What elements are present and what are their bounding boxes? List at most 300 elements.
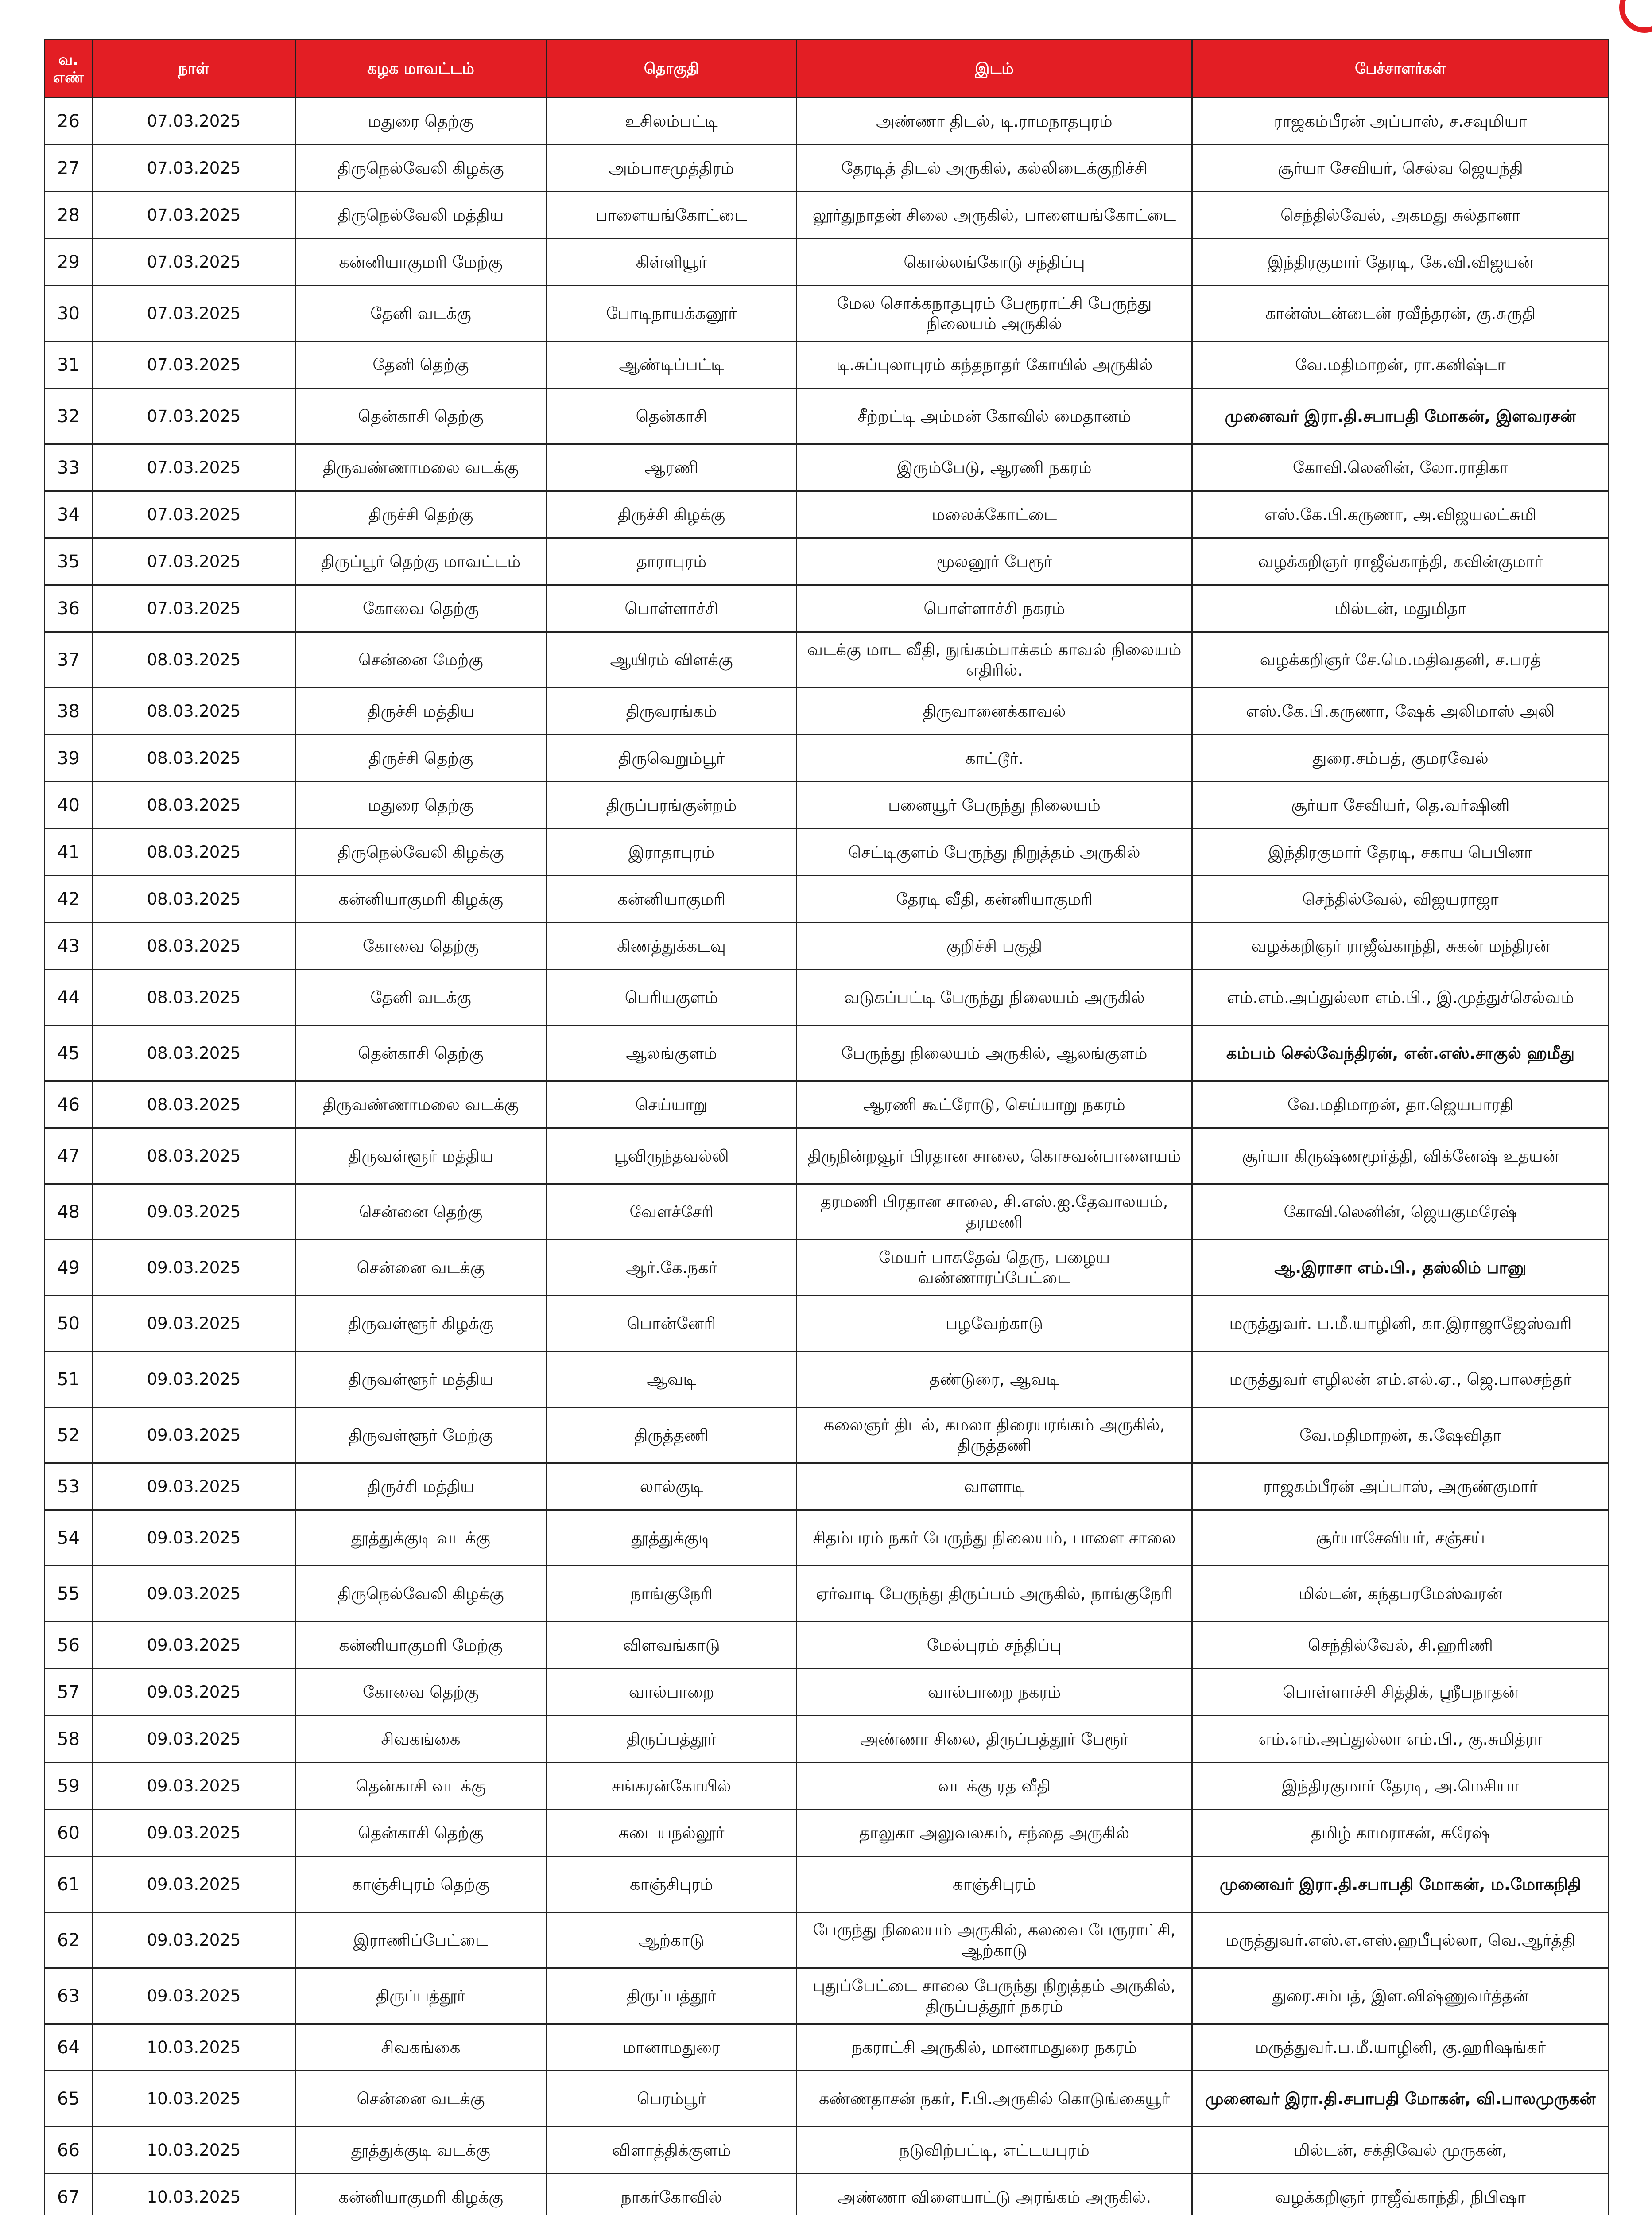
speakers-cell: வழக்கறிஞர் ராஜீவ்காந்தி, நிபிஷா: [1192, 2174, 1609, 2215]
speakers-cell: ராஜகம்பீரன் அப்பாஸ், அருண்குமார்: [1192, 1463, 1609, 1510]
date-cell: 10.03.2025: [93, 2071, 295, 2127]
date-cell: 07.03.2025: [93, 192, 295, 239]
table-row: [45, 1081, 1609, 1128]
constituency-cell: பொன்னேரி: [547, 1296, 797, 1352]
table-row: [45, 1407, 1609, 1463]
serial-cell: 50: [45, 1296, 93, 1352]
place-cell: குறிச்சி பகுதி: [797, 923, 1192, 970]
district-cell: கன்னியாகுமரி மேற்கு: [295, 239, 547, 286]
constituency-cell: ஆயிரம் விளக்கு: [547, 632, 797, 688]
table-row: [45, 829, 1609, 876]
table-row: [45, 1296, 1609, 1352]
date-cell: 10.03.2025: [93, 2024, 295, 2071]
table-row: [45, 1026, 1609, 1081]
constituency-cell: தாராபுரம்: [547, 538, 797, 585]
district-cell: சிவகங்கை: [295, 1716, 547, 1763]
serial-cell: 32: [45, 389, 93, 444]
district-cell: தூத்துக்குடி வடக்கு: [295, 2127, 547, 2174]
speakers-cell: மருத்துவர்.ப.மீ.யாழினி, கு.ஹரிஷங்கர்: [1192, 2024, 1609, 2071]
constituency-cell: ஆலங்குளம்: [547, 1026, 797, 1081]
serial-cell: 26: [45, 98, 93, 145]
speakers-cell: கம்பம் செல்வேந்திரன், என்.எஸ்.சாகுல் ஹமீது: [1192, 1026, 1609, 1081]
constituency-cell: ஆவடி: [547, 1352, 797, 1407]
place-cell: பொள்ளாச்சி நகரம்: [797, 585, 1192, 632]
district-cell: திருப்பூர் தெற்கு மாவட்டம்: [295, 538, 547, 585]
table-row: [45, 1622, 1609, 1669]
place-cell: வடுகப்பட்டி பேருந்து நிலையம் அருகில்: [797, 970, 1192, 1026]
table-row: [45, 1240, 1609, 1296]
table-row: [45, 192, 1609, 239]
district-cell: தேனி வடக்கு: [295, 970, 547, 1026]
place-cell: காஞ்சிபுரம்: [797, 1857, 1192, 1912]
serial-cell: 56: [45, 1622, 93, 1669]
date-cell: 08.03.2025: [93, 829, 295, 876]
speakers-cell: ராஜகம்பீரன் அப்பாஸ், ச.சவுமியா: [1192, 98, 1609, 145]
speakers-cell: சூர்யா சேவியர், செல்வ ஜெயந்தி: [1192, 145, 1609, 192]
table-row: [45, 735, 1609, 782]
serial-cell: 66: [45, 2127, 93, 2174]
district-cell: திருச்சி தெற்கு: [295, 491, 547, 538]
place-cell: பனையூர் பேருந்து நிலையம்: [797, 782, 1192, 829]
district-cell: திருச்சி தெற்கு: [295, 735, 547, 782]
place-cell: நடுவிற்பட்டி, எட்டயபுரம்: [797, 2127, 1192, 2174]
speakers-cell: மருத்துவர். ப.மீ.யாழினி, கா.இராஜாஜேஸ்வரி: [1192, 1296, 1609, 1352]
table-row: [45, 688, 1609, 735]
district-cell: மதுரை தெற்கு: [295, 782, 547, 829]
table-row: [45, 1463, 1609, 1510]
serial-cell: 31: [45, 342, 93, 389]
district-cell: தென்காசி தெற்கு: [295, 1026, 547, 1081]
district-cell: இராணிப்பேட்டை: [295, 1912, 547, 1968]
district-cell: தென்காசி வடக்கு: [295, 1763, 547, 1810]
place-cell: காட்டூர்.: [797, 735, 1192, 782]
date-cell: 09.03.2025: [93, 1463, 295, 1510]
constituency-cell: திருவரங்கம்: [547, 688, 797, 735]
header-constituency: தொகுதி: [547, 40, 797, 98]
serial-cell: 30: [45, 286, 93, 342]
table-row: [45, 1968, 1609, 2024]
constituency-cell: உசிலம்பட்டி: [547, 98, 797, 145]
constituency-cell: திருப்பரங்குன்றம்: [547, 782, 797, 829]
place-cell: தரமணி பிரதான சாலை, சி.எஸ்.ஐ.தேவாலயம், தரமணி: [797, 1184, 1192, 1240]
constituency-cell: காஞ்சிபுரம்: [547, 1857, 797, 1912]
constituency-cell: கடையநல்லூர்: [547, 1810, 797, 1857]
district-cell: திருவள்ளூர் மத்திய: [295, 1128, 547, 1184]
speakers-cell: இந்திரகுமார் தேரடி, கே.வி.விஜயன்: [1192, 239, 1609, 286]
serial-cell: 47: [45, 1128, 93, 1184]
district-cell: தூத்துக்குடி வடக்கு: [295, 1510, 547, 1566]
speakers-cell: முனைவர் இரா.தி.சபாபதி மோகன், வி.பாலமுருகன்: [1192, 2071, 1609, 2127]
date-cell: 08.03.2025: [93, 688, 295, 735]
speakers-cell: பொள்ளாச்சி சித்திக், ஸ்ரீபநாதன்: [1192, 1669, 1609, 1716]
serial-cell: 43: [45, 923, 93, 970]
speakers-cell: மருத்துவர்.எஸ்.எ.எஸ்.ஹபீபுல்லா, வெ.ஆர்த்தி: [1192, 1912, 1609, 1968]
table-row: [45, 1716, 1609, 1763]
district-cell: திருச்சி மத்திய: [295, 1463, 547, 1510]
speakers-cell: மருத்துவர் எழிலன் எம்.எல்.ஏ., ஜெ.பாலசந்தர்: [1192, 1352, 1609, 1407]
place-cell: அண்ணா விளையாட்டு அரங்கம் அருகில்.: [797, 2174, 1192, 2215]
date-cell: 08.03.2025: [93, 782, 295, 829]
district-cell: திருவள்ளூர் மேற்கு: [295, 1407, 547, 1463]
date-cell: 08.03.2025: [93, 923, 295, 970]
table-row: [45, 1669, 1609, 1716]
constituency-cell: ஆரணி: [547, 444, 797, 491]
constituency-cell: தென்காசி: [547, 389, 797, 444]
constituency-cell: ஆண்டிப்பட்டி: [547, 342, 797, 389]
table-row: [45, 491, 1609, 538]
district-cell: திருவண்ணாமலை வடக்கு: [295, 1081, 547, 1128]
table-row: [45, 239, 1609, 286]
date-cell: 07.03.2025: [93, 342, 295, 389]
constituency-cell: விளாத்திக்குளம்: [547, 2127, 797, 2174]
constituency-cell: பெரம்பூர்: [547, 2071, 797, 2127]
serial-cell: 35: [45, 538, 93, 585]
place-cell: இரும்பேடு, ஆரணி நகரம்: [797, 444, 1192, 491]
place-cell: மேல சொக்கநாதபுரம் பேரூராட்சி பேருந்து நிலையம் அருகில்: [797, 286, 1192, 342]
place-cell: ஏர்வாடி பேருந்து திருப்பம் அருகில், நாங்குநேரி: [797, 1566, 1192, 1622]
date-cell: 08.03.2025: [93, 735, 295, 782]
place-cell: வால்பாறை நகரம்: [797, 1669, 1192, 1716]
speakers-cell: மில்டன், கந்தபரமேஸ்வரன்: [1192, 1566, 1609, 1622]
district-cell: திருநெல்வேலி மத்திய: [295, 192, 547, 239]
place-cell: மேயர் பாசுதேவ் தெரு, பழைய வண்ணாரப்பேட்டை: [797, 1240, 1192, 1296]
schedule-table: [44, 39, 1609, 2215]
speakers-cell: முனைவர் இரா.தி.சபாபதி மோகன், இளவரசன்: [1192, 389, 1609, 444]
constituency-cell: திருத்தணி: [547, 1407, 797, 1463]
table-row: [45, 876, 1609, 923]
speakers-cell: சூர்யாசேவியர், சஞ்சய்: [1192, 1510, 1609, 1566]
table-row: [45, 444, 1609, 491]
speakers-cell: கோவி.லெனின், ஜெயகுமரேஷ்: [1192, 1184, 1609, 1240]
place-cell: தேரடித் திடல் அருகில், கல்லிடைக்குறிச்சி: [797, 145, 1192, 192]
table-header: [45, 40, 1609, 98]
place-cell: மேல்புரம் சந்திப்பு: [797, 1622, 1192, 1669]
serial-cell: 34: [45, 491, 93, 538]
district-cell: மதுரை தெற்கு: [295, 98, 547, 145]
serial-cell: 29: [45, 239, 93, 286]
place-cell: வாளாடி: [797, 1463, 1192, 1510]
table-body: [45, 98, 1609, 2215]
speakers-cell: துரை.சம்பத், இள.விஷ்ணுவர்த்தன்: [1192, 1968, 1609, 2024]
constituency-cell: அம்பாசமுத்திரம்: [547, 145, 797, 192]
header-date: நாள்: [93, 40, 295, 98]
constituency-cell: திருப்பத்தூர்: [547, 1968, 797, 2024]
district-cell: தென்காசி தெற்கு: [295, 1810, 547, 1857]
serial-cell: 40: [45, 782, 93, 829]
serial-cell: 54: [45, 1510, 93, 1566]
date-cell: 08.03.2025: [93, 632, 295, 688]
date-cell: 08.03.2025: [93, 1128, 295, 1184]
date-cell: 08.03.2025: [93, 876, 295, 923]
district-cell: சென்னை வடக்கு: [295, 1240, 547, 1296]
table-row: [45, 1810, 1609, 1857]
district-cell: கன்னியாகுமரி மேற்கு: [295, 1622, 547, 1669]
table-row: [45, 538, 1609, 585]
speakers-cell: செந்தில்வேல், சி.ஹரிணி: [1192, 1622, 1609, 1669]
serial-cell: 44: [45, 970, 93, 1026]
place-cell: சிதம்பரம் நகர் பேருந்து நிலையம், பாளை சாலை: [797, 1510, 1192, 1566]
speakers-cell: துரை.சம்பத், குமரவேல்: [1192, 735, 1609, 782]
place-cell: தேரடி வீதி, கன்னியாகுமரி: [797, 876, 1192, 923]
serial-cell: 41: [45, 829, 93, 876]
district-cell: கோவை தெற்கு: [295, 923, 547, 970]
date-cell: 09.03.2025: [93, 1912, 295, 1968]
serial-cell: 46: [45, 1081, 93, 1128]
constituency-cell: திருப்பத்தூர்: [547, 1716, 797, 1763]
district-cell: திருநெல்வேலி கிழக்கு: [295, 145, 547, 192]
date-cell: 09.03.2025: [93, 1810, 295, 1857]
table-row: [45, 145, 1609, 192]
place-cell: சீற்றட்டி அம்மன் கோவில் மைதானம்: [797, 389, 1192, 444]
date-cell: 09.03.2025: [93, 1669, 295, 1716]
serial-cell: 63: [45, 1968, 93, 2024]
constituency-cell: பூவிருந்தவல்லி: [547, 1128, 797, 1184]
district-cell: திருப்பத்தூர்: [295, 1968, 547, 2024]
table-row: [45, 923, 1609, 970]
table-row: [45, 342, 1609, 389]
date-cell: 07.03.2025: [93, 444, 295, 491]
place-cell: கண்ணதாசன் நகர், F.பி.அருகில் கொடுங்கையூர்: [797, 2071, 1192, 2127]
serial-cell: 38: [45, 688, 93, 735]
serial-cell: 55: [45, 1566, 93, 1622]
district-cell: திருவள்ளூர் மத்திய: [295, 1352, 547, 1407]
speakers-cell: சூர்யா சேவியர், தெ.வர்ஷினி: [1192, 782, 1609, 829]
date-cell: 07.03.2025: [93, 98, 295, 145]
date-cell: 09.03.2025: [93, 1184, 295, 1240]
table-row: [45, 286, 1609, 342]
constituency-cell: வேளச்சேரி: [547, 1184, 797, 1240]
date-cell: 09.03.2025: [93, 1352, 295, 1407]
speakers-cell: தமிழ் காமராசன், சுரேஷ்: [1192, 1810, 1609, 1857]
district-cell: காஞ்சிபுரம் தெற்கு: [295, 1857, 547, 1912]
table-row: [45, 632, 1609, 688]
constituency-cell: லால்குடி: [547, 1463, 797, 1510]
constituency-cell: பாளையங்கோட்டை: [547, 192, 797, 239]
place-cell: ஆரணி கூட்ரோடு, செய்யாறு நகரம்: [797, 1081, 1192, 1128]
header-speakers: பேச்சாளர்கள்: [1192, 40, 1609, 98]
date-cell: 10.03.2025: [93, 2174, 295, 2215]
table-row: [45, 970, 1609, 1026]
district-cell: திருநெல்வேலி கிழக்கு: [295, 829, 547, 876]
constituency-cell: சங்கரன்கோயில்: [547, 1763, 797, 1810]
date-cell: 07.03.2025: [93, 239, 295, 286]
date-cell: 09.03.2025: [93, 1407, 295, 1463]
header-place: இடம்: [797, 40, 1192, 98]
constituency-cell: போடிநாயக்கனூர்: [547, 286, 797, 342]
place-cell: வடக்கு மாட வீதி, நுங்கம்பாக்கம் காவல் நிலையம் எதிரில்.: [797, 632, 1192, 688]
serial-cell: 64: [45, 2024, 93, 2071]
constituency-cell: நாகர்கோவில்: [547, 2174, 797, 2215]
district-cell: திருச்சி மத்திய: [295, 688, 547, 735]
date-cell: 07.03.2025: [93, 538, 295, 585]
place-cell: கலைஞர் திடல், கமலா திரையரங்கம் அருகில், திருத்தணி: [797, 1407, 1192, 1463]
place-cell: செட்டிகுளம் பேருந்து நிறுத்தம் அருகில்: [797, 829, 1192, 876]
place-cell: தண்டுரை, ஆவடி: [797, 1352, 1192, 1407]
date-cell: 09.03.2025: [93, 1622, 295, 1669]
place-cell: திருநின்றவூர் பிரதான சாலை, கொசவன்பாளையம்: [797, 1128, 1192, 1184]
constituency-cell: பொள்ளாச்சி: [547, 585, 797, 632]
speakers-cell: செந்தில்வேல், அகமது சுல்தானா: [1192, 192, 1609, 239]
place-cell: பேருந்து நிலையம் அருகில், ஆலங்குளம்: [797, 1026, 1192, 1081]
place-cell: மூலனூர் பேரூர்: [797, 538, 1192, 585]
constituency-cell: மானாமதுரை: [547, 2024, 797, 2071]
table-row: [45, 1352, 1609, 1407]
district-cell: கன்னியாகுமரி கிழக்கு: [295, 876, 547, 923]
speakers-cell: வே.மதிமாறன், தா.ஜெயபாரதி: [1192, 1081, 1609, 1128]
table-row: [45, 1763, 1609, 1810]
date-cell: 10.03.2025: [93, 2127, 295, 2174]
table-row: [45, 2071, 1609, 2127]
date-cell: 09.03.2025: [93, 1716, 295, 1763]
speakers-cell: கோவி.லெனின், லோ.ராதிகா: [1192, 444, 1609, 491]
date-cell: 07.03.2025: [93, 286, 295, 342]
serial-cell: 53: [45, 1463, 93, 1510]
serial-cell: 61: [45, 1857, 93, 1912]
table-row: [45, 1510, 1609, 1566]
constituency-cell: கன்னியாகுமரி: [547, 876, 797, 923]
date-cell: 07.03.2025: [93, 585, 295, 632]
speakers-cell: இந்திரகுமார் தேரடி, சகாய பெபினா: [1192, 829, 1609, 876]
speakers-cell: எம்.எம்.அப்துல்லா எம்.பி., இ.முத்துச்செல்வம்: [1192, 970, 1609, 1026]
place-cell: பேருந்து நிலையம் அருகில், கலவை பேரூராட்சி, ஆற்காடு: [797, 1912, 1192, 1968]
date-cell: 09.03.2025: [93, 1240, 295, 1296]
table-row: [45, 585, 1609, 632]
constituency-cell: நாங்குநேரி: [547, 1566, 797, 1622]
header-district: கழக மாவட்டம்: [295, 40, 547, 98]
serial-cell: 49: [45, 1240, 93, 1296]
speakers-cell: வே.மதிமாறன், க.ஷேவிதா: [1192, 1407, 1609, 1463]
constituency-cell: திருவெறும்பூர்: [547, 735, 797, 782]
date-cell: 07.03.2025: [93, 389, 295, 444]
speakers-cell: கான்ஸ்டன்டைன் ரவீந்தரன், கு.சுருதி: [1192, 286, 1609, 342]
place-cell: வடக்கு ரத வீதி: [797, 1763, 1192, 1810]
place-cell: லூர்துநாதன் சிலை அருகில், பாளையங்கோட்டை: [797, 192, 1192, 239]
constituency-cell: விளவங்காடு: [547, 1622, 797, 1669]
serial-cell: 58: [45, 1716, 93, 1763]
speakers-cell: மில்டன், மதுமிதா: [1192, 585, 1609, 632]
district-cell: கன்னியாகுமரி கிழக்கு: [295, 2174, 547, 2215]
speakers-cell: முனைவர் இரா.தி.சபாபதி மோகன், ம.மோகநிதி: [1192, 1857, 1609, 1912]
date-cell: 09.03.2025: [93, 1296, 295, 1352]
table-row: [45, 98, 1609, 145]
constituency-cell: இராதாபுரம்: [547, 829, 797, 876]
district-cell: கோவை தெற்கு: [295, 1669, 547, 1716]
serial-cell: 52: [45, 1407, 93, 1463]
serial-cell: 48: [45, 1184, 93, 1240]
constituency-cell: தூத்துக்குடி: [547, 1510, 797, 1566]
district-cell: சென்னை தெற்கு: [295, 1184, 547, 1240]
speakers-cell: வே.மதிமாறன், ரா.கனிஷ்டா: [1192, 342, 1609, 389]
date-cell: 08.03.2025: [93, 1081, 295, 1128]
date-cell: 07.03.2025: [93, 145, 295, 192]
table-row: [45, 782, 1609, 829]
serial-cell: 67: [45, 2174, 93, 2215]
constituency-cell: கிணத்துக்கடவு: [547, 923, 797, 970]
place-cell: அண்ணா திடல், டி.ராமநாதபுரம்: [797, 98, 1192, 145]
table-row: [45, 1912, 1609, 1968]
district-cell: சிவகங்கை: [295, 2024, 547, 2071]
speakers-cell: ஆ.இராசா எம்.பி., தஸ்லிம் பானு: [1192, 1240, 1609, 1296]
district-cell: கோவை தெற்கு: [295, 585, 547, 632]
speakers-cell: எம்.எம்.அப்துல்லா எம்.பி., கு.சுமித்ரா: [1192, 1716, 1609, 1763]
corner-decoration: [1619, 0, 1652, 33]
date-cell: 09.03.2025: [93, 1857, 295, 1912]
date-cell: 09.03.2025: [93, 1968, 295, 2024]
speakers-cell: செந்தில்வேல், விஜயராஜா: [1192, 876, 1609, 923]
speakers-cell: எஸ்.கே.பி.கருணா, அ.விஜயலட்சுமி: [1192, 491, 1609, 538]
place-cell: மலைக்கோட்டை: [797, 491, 1192, 538]
constituency-cell: கிள்ளியூர்: [547, 239, 797, 286]
place-cell: அண்ணா சிலை, திருப்பத்தூர் பேரூர்: [797, 1716, 1192, 1763]
date-cell: 09.03.2025: [93, 1510, 295, 1566]
serial-cell: 36: [45, 585, 93, 632]
place-cell: பழவேற்காடு: [797, 1296, 1192, 1352]
serial-cell: 65: [45, 2071, 93, 2127]
district-cell: திருவள்ளூர் கிழக்கு: [295, 1296, 547, 1352]
table-row: [45, 1128, 1609, 1184]
table-row: [45, 389, 1609, 444]
speakers-cell: வழக்கறிஞர் ராஜீவ்காந்தி, கவின்குமார்: [1192, 538, 1609, 585]
serial-cell: 28: [45, 192, 93, 239]
district-cell: திருவண்ணாமலை வடக்கு: [295, 444, 547, 491]
date-cell: 09.03.2025: [93, 1566, 295, 1622]
district-cell: தேனி வடக்கு: [295, 286, 547, 342]
date-cell: 08.03.2025: [93, 970, 295, 1026]
table-row: [45, 2174, 1609, 2215]
district-cell: சென்னை வடக்கு: [295, 2071, 547, 2127]
table-row: [45, 2024, 1609, 2071]
place-cell: கொல்லங்கோடு சந்திப்பு: [797, 239, 1192, 286]
header-serial: வ. எண்: [45, 40, 93, 98]
constituency-cell: வால்பாறை: [547, 1669, 797, 1716]
table-row: [45, 1184, 1609, 1240]
district-cell: தேனி தெற்கு: [295, 342, 547, 389]
speakers-cell: வழக்கறிஞர் சே.மெ.மதிவதனி, ச.பரத்: [1192, 632, 1609, 688]
serial-cell: 39: [45, 735, 93, 782]
serial-cell: 42: [45, 876, 93, 923]
serial-cell: 27: [45, 145, 93, 192]
date-cell: 07.03.2025: [93, 491, 295, 538]
serial-cell: 45: [45, 1026, 93, 1081]
place-cell: நகராட்சி அருகில், மானாமதுரை நகரம்: [797, 2024, 1192, 2071]
constituency-cell: ஆற்காடு: [547, 1912, 797, 1968]
serial-cell: 60: [45, 1810, 93, 1857]
serial-cell: 59: [45, 1763, 93, 1810]
serial-cell: 33: [45, 444, 93, 491]
district-cell: திருநெல்வேலி கிழக்கு: [295, 1566, 547, 1622]
serial-cell: 57: [45, 1669, 93, 1716]
speakers-cell: சூர்யா கிருஷ்ணமூர்த்தி, விக்னேஷ் உதயன்: [1192, 1128, 1609, 1184]
serial-cell: 62: [45, 1912, 93, 1968]
serial-cell: 37: [45, 632, 93, 688]
date-cell: 09.03.2025: [93, 1763, 295, 1810]
place-cell: தாலுகா அலுவலகம், சந்தை அருகில்: [797, 1810, 1192, 1857]
place-cell: புதுப்பேட்டை சாலை பேருந்து நிறுத்தம் அருகில், திருப்பத்தூர் நகரம்: [797, 1968, 1192, 2024]
table-row: [45, 2127, 1609, 2174]
speakers-cell: எஸ்.கே.பி.கருணா, ஷேக் அலிமாஸ் அலி: [1192, 688, 1609, 735]
speakers-cell: மில்டன், சக்திவேல் முருகன்,: [1192, 2127, 1609, 2174]
speakers-cell: வழக்கறிஞர் ராஜீவ்காந்தி, சுகன் மந்திரன்: [1192, 923, 1609, 970]
constituency-cell: திருச்சி கிழக்கு: [547, 491, 797, 538]
speakers-cell: இந்திரகுமார் தேரடி, அ.மெசியா: [1192, 1763, 1609, 1810]
schedule-sheet: [44, 39, 1608, 2215]
table-row: [45, 1857, 1609, 1912]
place-cell: டி.சுப்புலாபுரம் கந்தநாதர் கோயில் அருகில்: [797, 342, 1192, 389]
serial-cell: 51: [45, 1352, 93, 1407]
table-row: [45, 1566, 1609, 1622]
place-cell: திருவானைக்காவல்: [797, 688, 1192, 735]
constituency-cell: ஆர்.கே.நகர்: [547, 1240, 797, 1296]
